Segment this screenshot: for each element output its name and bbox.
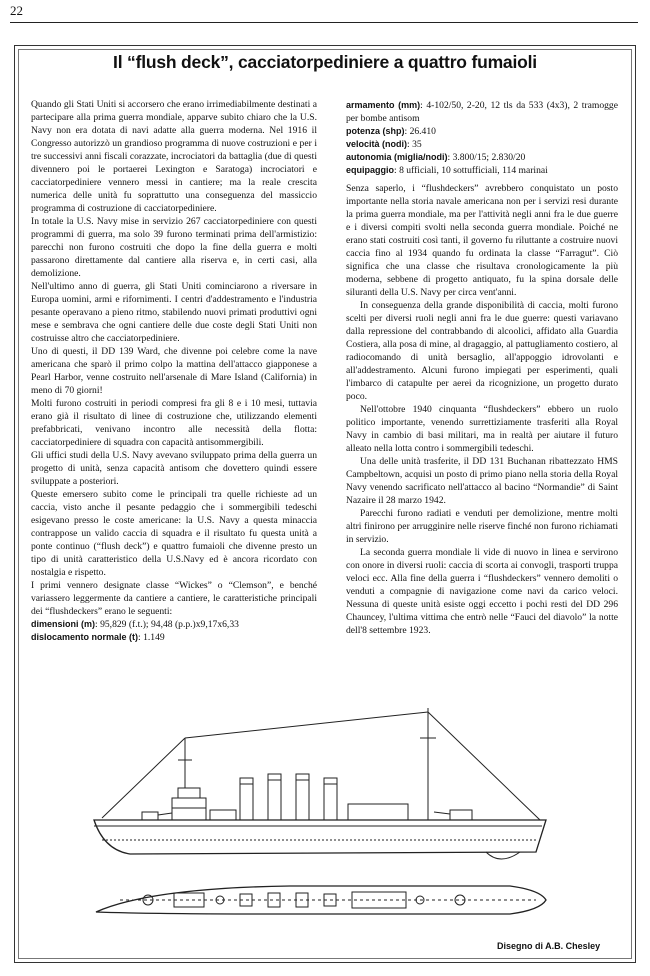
spec-value: : 4-102/50, 2-20, 12 tls da 533 (4x3), 2 tramogge per bombe antisom bbox=[346, 100, 618, 124]
paragraph: In totale la U.S. Navy mise in servizio 267 cacciatorpediniere con questi programmi di guerra, ma solo 39 furono terminati prima dell'armistizio: parecchi non furono costruiti che dopo la fine della guerra e molti passarono direttamente dal cantiere alla riserva e, in certi casi, alla demolizione. bbox=[31, 216, 317, 279]
spec-label: armamento (mm) bbox=[346, 100, 421, 110]
header-rule bbox=[10, 22, 638, 23]
ship-profile bbox=[94, 708, 546, 859]
spec-value: : 1.149 bbox=[138, 632, 165, 643]
page-number: 22 bbox=[10, 3, 23, 18]
paragraph: Nell'ultimo anno di guerra, gli Stati Uniti cominciarono a riversare in Europa uomini, armi e rifornimenti. I centri d'addestramento e l'industria pesante operavano a pieno ritmo, stabilendo nuovi primati produttivi ogni mese e sembrava che ogni cantiere delle due coste degli Stati Uniti non costruisse altro che cacciatorpediniere. bbox=[31, 281, 317, 344]
spec-line bbox=[346, 99, 618, 125]
paragraph: Senza saperlo, i “flushdeckers” avrebbero conquistato un posto importante nella storia navale americana non per i servizi resi durante la prima guerra mondiale, ma per l'attività negli anni fra le due guerre e i diversi compiti svolti nella seconda guerra mondiale. Poiché ne erano stati costruiti così tanti, il governo fu riluttante a costruire nuovi caccia fino al 1934 quando fu ordinata la classe “Farragut”. Ciò significa che una classe che risultava cronologicamente la più moderna, sebbene di progetto antiquato, fu la spina dorsale delle siluranti della U.S. Navy per circa vent'anni. bbox=[346, 183, 618, 298]
right-column bbox=[346, 99, 618, 637]
paragraph: In conseguenza della grande disponibilità di caccia, molti furono scelti per diversi ruoli negli anni fra le due guerre: questi variavano dalla repressione del contrabbando di alcoolici, affidato alla Guardia Costiera, alla posa di mine, al dragaggio, al pattugliamento costiero, al radiocomando di unità bersaglio, all'appoggio idrovolanti e all'addestramento. Alcuni furono impiegati per esperimenti, quali l'imbarco di catapulte per aerei da ricognizione, un progetto durato poco. bbox=[346, 300, 618, 402]
paragraph: I primi vennero designate classe “Wickes” o “Clemson”, e benché variassero leggermente da cantiere a cantiere, le caratteristiche principali dei “flushdeckers” erano le seguenti: bbox=[31, 580, 317, 617]
spec-value: : 8 ufficiali, 10 sottufficiali, 114 marinai bbox=[394, 165, 548, 176]
paragraph: Uno di questi, il DD 139 Ward, che divenne poi celebre come la nave americana che sparò il primo colpo la mattina dell'attacco giapponese a Pearl Harbor, venne costruito nell'arsenale di Mare Island (California) in meno di 70 giorni! bbox=[31, 346, 317, 396]
ship-drawing bbox=[90, 700, 550, 940]
paragraph: Gli uffici studi della U.S. Navy avevano sviluppato prima della guerra un progetto di unità, senza capacità antisom che dovettero quindi essere sviluppate a posteriori. bbox=[31, 450, 317, 487]
paragraph: Queste emersero subito come le principali tra quelle richieste ad un caccia, visto anche il pesante pedaggio che i sommergibili tedeschi esigevano presso le coste americane: la U.S. Navy a questa minaccia contrappose un valido caccia di squadra e il risultato fu questa unità a ponte continuo (“flush deck”) e quattro fumaioli che divenne presto un tipo di unità caratteristico della U.S.Navy ed è ancora ricordato con nostalgia e rispetto. bbox=[31, 489, 317, 578]
spec-label: autonomia (miglia/nodi) bbox=[346, 152, 448, 162]
spec-line bbox=[31, 618, 317, 631]
spec-label: equipaggio bbox=[346, 165, 394, 175]
spec-value: : 26.410 bbox=[404, 126, 436, 137]
spec-label: velocità (nodi) bbox=[346, 139, 408, 149]
spec-line bbox=[31, 631, 317, 644]
left-column bbox=[31, 98, 317, 644]
spec-line bbox=[346, 151, 618, 164]
ship-plan-view bbox=[96, 886, 546, 914]
spec-value: : 3.800/15; 2.830/20 bbox=[447, 152, 526, 163]
spec-line bbox=[346, 125, 618, 138]
paragraph: La seconda guerra mondiale li vide di nuovo in linea e servirono con onore in diversi ruoli: caccia di scorta ai convogli, trasporti truppa veloci ecc. Alla fine della guerra i “flushdeckers” vennero demoliti o venduti a compagnie di navigazione come navi da carico veloci. Nessuna di queste unità esiste oggi eccetto i pochi resti del DD 296 Chauncey, l'ultima vittima che entrò nelle “Fauci del diavolo” la notte dell'8 settembre 1923. bbox=[346, 547, 618, 636]
spec-value: : 35 bbox=[407, 139, 422, 150]
paragraph: Molti furono costruiti in periodi compresi fra gli 8 e i 10 mesi, tuttavia erano già il risultato di linee di costruzione che, utilizzando elementi prefabbricati, venivano incontro alle necessità della flotta: cacciatorpediniere di squadra con capacità antisommergibili. bbox=[31, 398, 317, 448]
spec-label: dimensioni (m) bbox=[31, 619, 96, 629]
spec-line bbox=[346, 138, 618, 151]
spec-label: potenza (shp) bbox=[346, 126, 405, 136]
spec-line bbox=[346, 164, 618, 177]
paragraph: Quando gli Stati Uniti si accorsero che erano irrimediabilmente destinati a partecipare alla prima guerra mondiale, apparve subito chiaro che la U.S. Navy non era dotata di navi adatte alla guerra moderna. Nel 1916 il Congresso autorizzò un grandioso programma di nuove costruzioni e per i tre successivi anni fiscali corazzate, incrociatori da battaglia (due di questi divennero poi le portaerei Lexington e Saratoga) incrociatori e cacciatorpediniere vennero messi in cantiere; ma la reale crescita numerica delle unità fu soprattutto una conseguenza del massiccio programma di costruzione di cacciatorpediniere. bbox=[31, 99, 317, 214]
paragraph: Nell'ottobre 1940 cinquanta “flushdeckers” ebbero un ruolo politico importante, venendo surrettiziamente trasferiti alla Royal Navy in cambio di basi militari, ma in realtà per aiutare il futuro alleato nella lotta contro i sommergibili tedeschi. bbox=[346, 404, 618, 454]
spec-value: : 95,829 (f.t.); 94,48 (p.p.)x9,17x6,33 bbox=[95, 619, 239, 630]
article-title: Il “flush deck”, cacciatorpediniere a quattro fumaioli bbox=[113, 52, 537, 72]
paragraph: Una delle unità trasferite, il DD 131 Buchanan ribattezzato HMS Campbeltown, acquisì un posto di primo piano nella storia della Royal Navy venendo sacrificato nell'attacco al bacino “Normandie” di Saint Nazaire il 28 marzo 1942. bbox=[346, 456, 618, 506]
drawing-credit: Disegno di A.B. Chesley bbox=[497, 941, 601, 951]
spec-label: dislocamento normale (t) bbox=[31, 632, 139, 642]
paragraph: Parecchi furono radiati e venduti per demolizione, mentre molti altri finirono per arrugginire nelle riserve finché non furono richiamati in servizio. bbox=[346, 508, 618, 545]
